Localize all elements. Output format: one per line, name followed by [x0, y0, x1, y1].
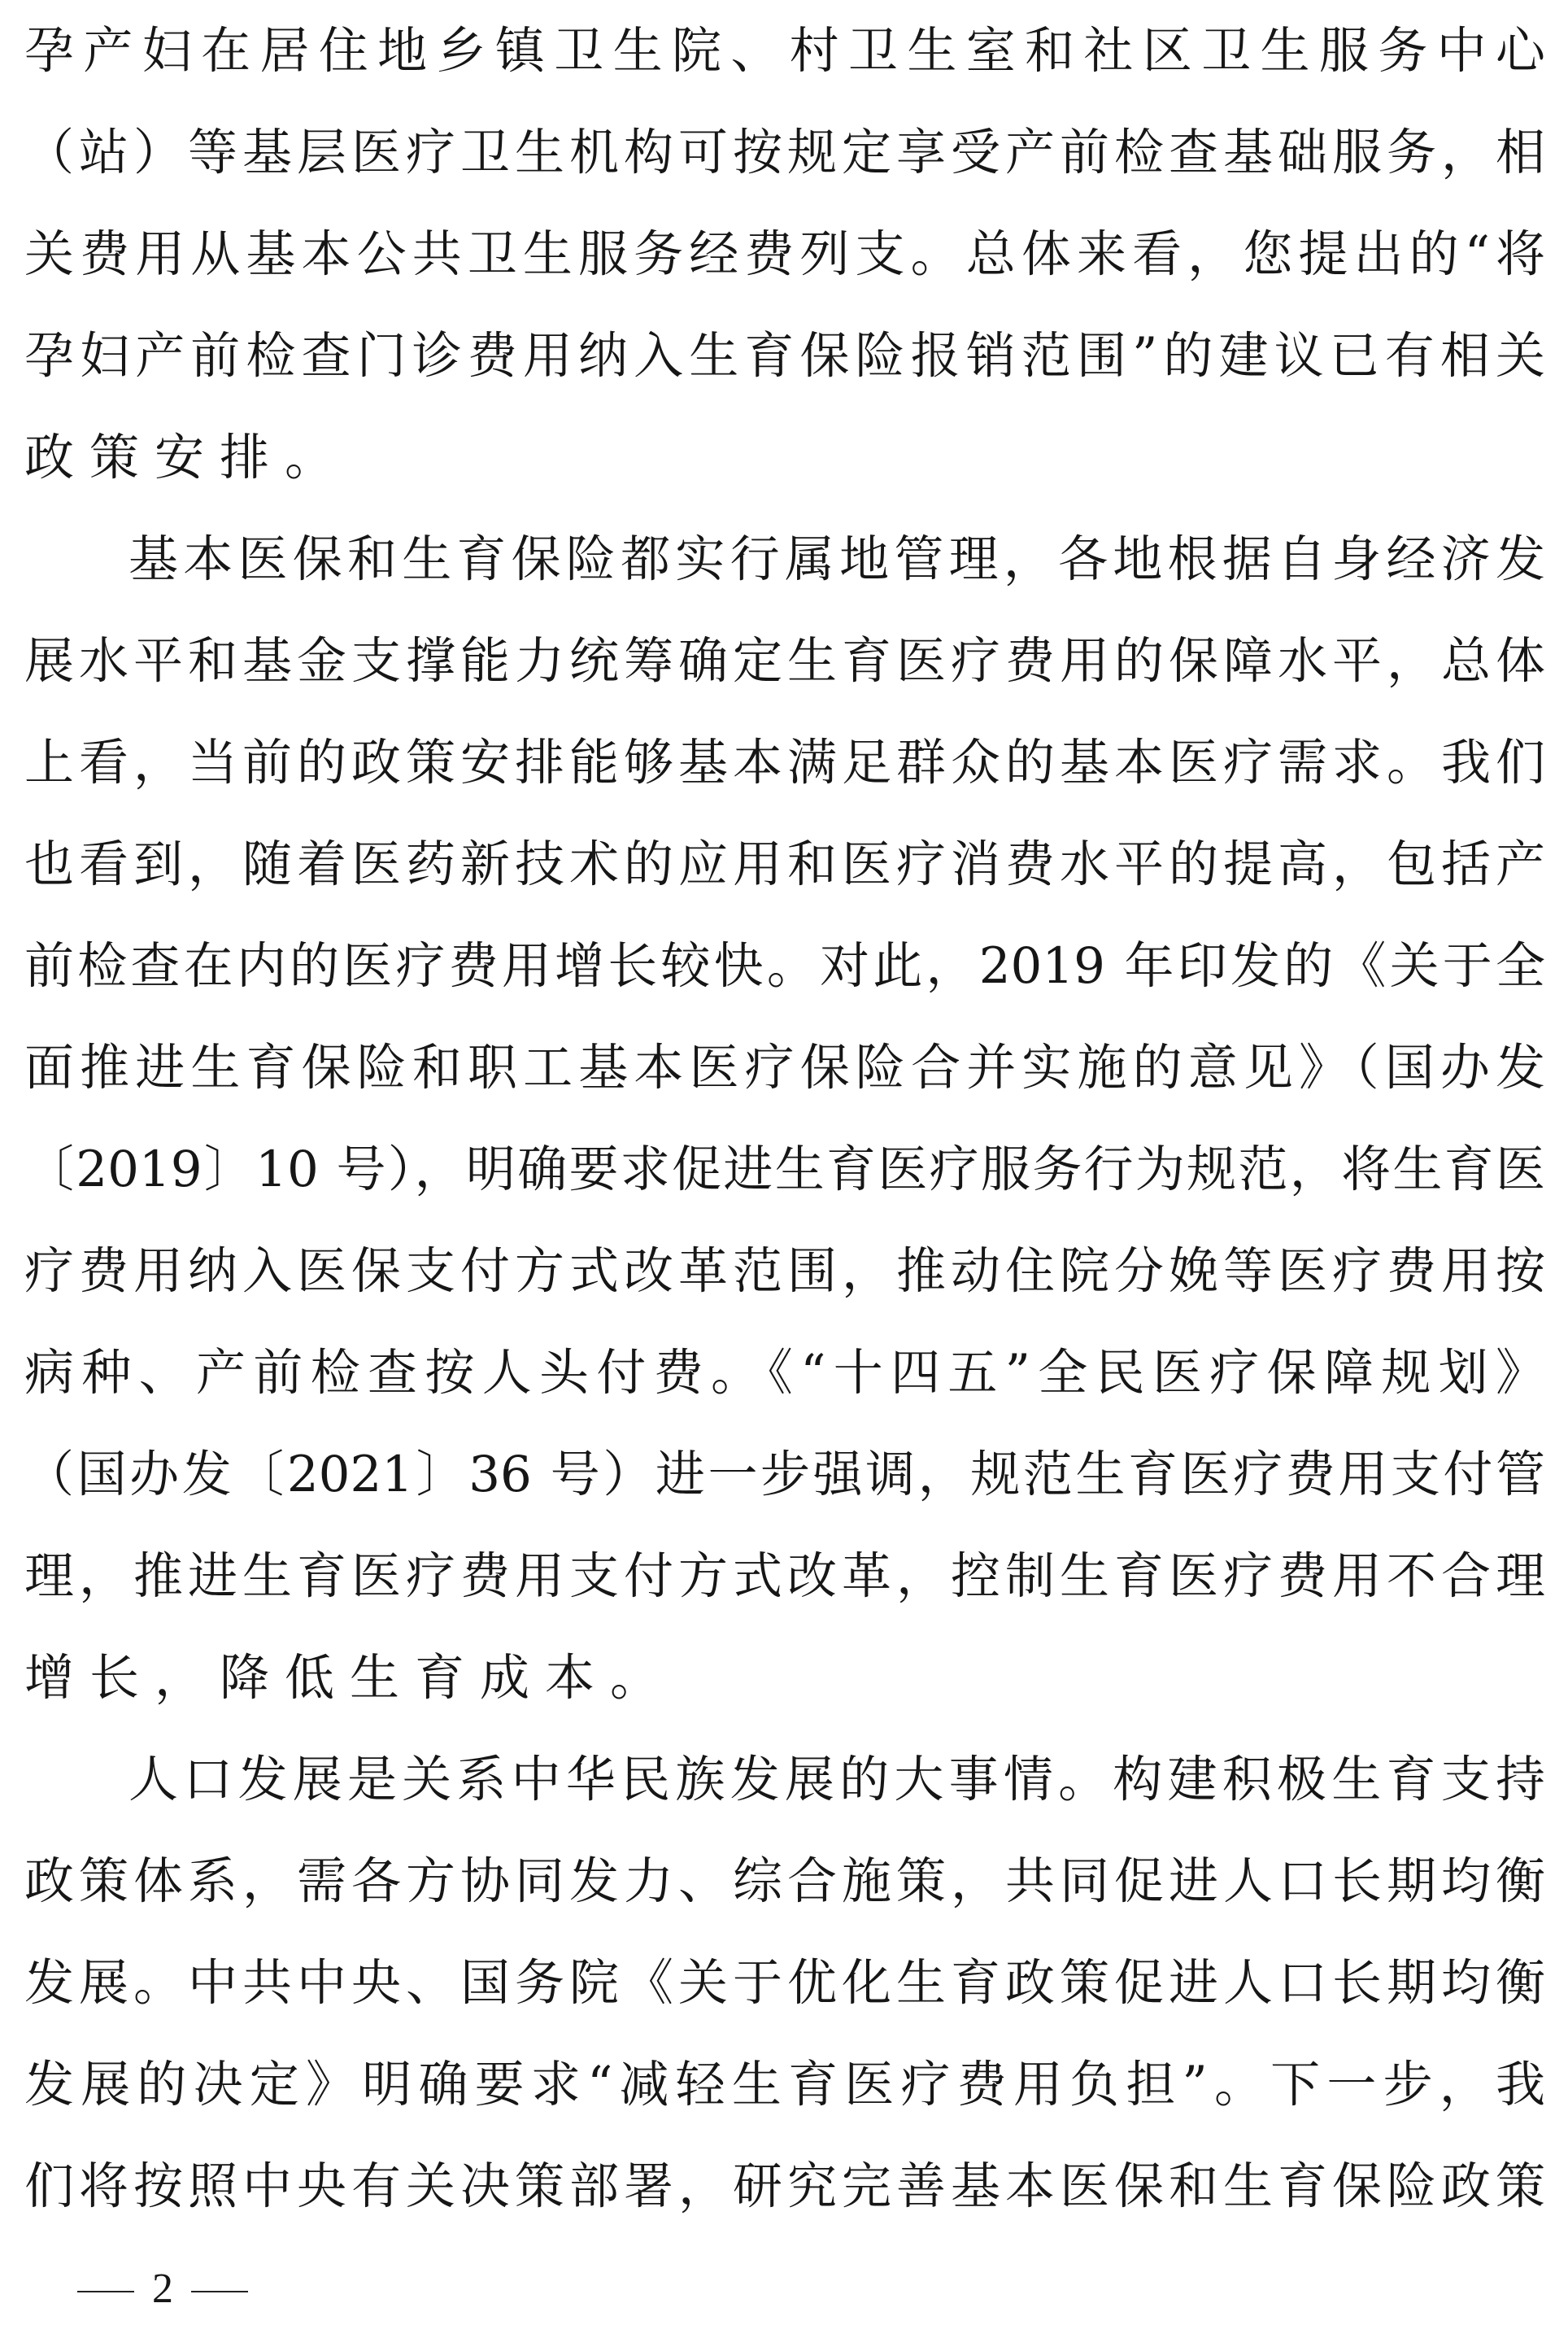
text-line-7: 展水平和基金支撑能力统筹确定生育医疗费用的保障水平，总体 — [24, 632, 1545, 690]
footer-dash-left — [77, 2291, 134, 2292]
text-line-20: 发展。中共中央、国务院《关于优化生育政策促进人口长期均衡 — [24, 1954, 1545, 2012]
text-line-2: （站）等基层医疗卫生机构可按规定享受产前检查基础服务，相 — [24, 124, 1545, 181]
page-footer — [77, 2260, 248, 2317]
text-line-14: 病种、产前检查按人头付费。《“十四五”全民医疗保障规划》 — [24, 1344, 1545, 1402]
text-line-11: 面推进生育保险和职工基本医疗保险合并实施的意见》（国办发 — [24, 1039, 1545, 1097]
text-line-4: 孕妇产前检查门诊费用纳入生育保险报销范围”的建议已有相关 — [24, 327, 1545, 385]
text-line-15: （国办发〔2021〕36 号）进一步强调，规范生育医疗费用支付管 — [24, 1446, 1545, 1503]
text-line-10: 前检查在内的医疗费用增长较快。对此，2019 年印发的《关于全 — [24, 937, 1545, 995]
text-line-22: 们将按照中央有关决策部署，研究完善基本医保和生育保险政策 — [24, 2157, 1545, 2215]
page-number: 2 — [152, 2266, 173, 2312]
text-line-8: 上看，当前的政策安排能够基本满足群众的基本医疗需求。我们 — [24, 734, 1545, 792]
document-page — [24, 0, 1545, 2338]
text-line-6: 基本医保和生育保险都实行属地管理，各地根据自身经济发 — [128, 530, 1545, 588]
text-line-1: 孕产妇在居住地乡镇卫生院、村卫生室和社区卫生服务中心 — [24, 22, 1545, 80]
footer-dash-right — [191, 2291, 248, 2292]
text-line-18: 人口发展是关系中华民族发展的大事情。构建积极生育支持 — [128, 1751, 1545, 1808]
text-line-5: 政策安排。 — [24, 429, 351, 486]
text-line-3: 关费用从基本公共卫生服务经费列支。总体来看，您提出的“将 — [24, 225, 1545, 283]
text-line-21: 发展的决定》明确要求“减轻生育医疗费用负担”。下一步，我 — [24, 2056, 1545, 2113]
text-line-19: 政策体系，需各方协同发力、综合施策，共同促进人口长期均衡 — [24, 1852, 1545, 1910]
text-line-17: 增长，降低生育成本。 — [24, 1649, 676, 1707]
text-line-9: 也看到，随着医药新技术的应用和医疗消费水平的提高，包括产 — [24, 835, 1545, 893]
text-line-13: 疗费用纳入医保支付方式改革范围，推动住院分娩等医疗费用按 — [24, 1242, 1545, 1300]
text-line-12: 〔2019〕10 号），明确要求促进生育医疗服务行为规范，将生育医 — [24, 1141, 1545, 1198]
text-line-16: 理，推进生育医疗费用支付方式改革，控制生育医疗费用不合理 — [24, 1547, 1545, 1605]
